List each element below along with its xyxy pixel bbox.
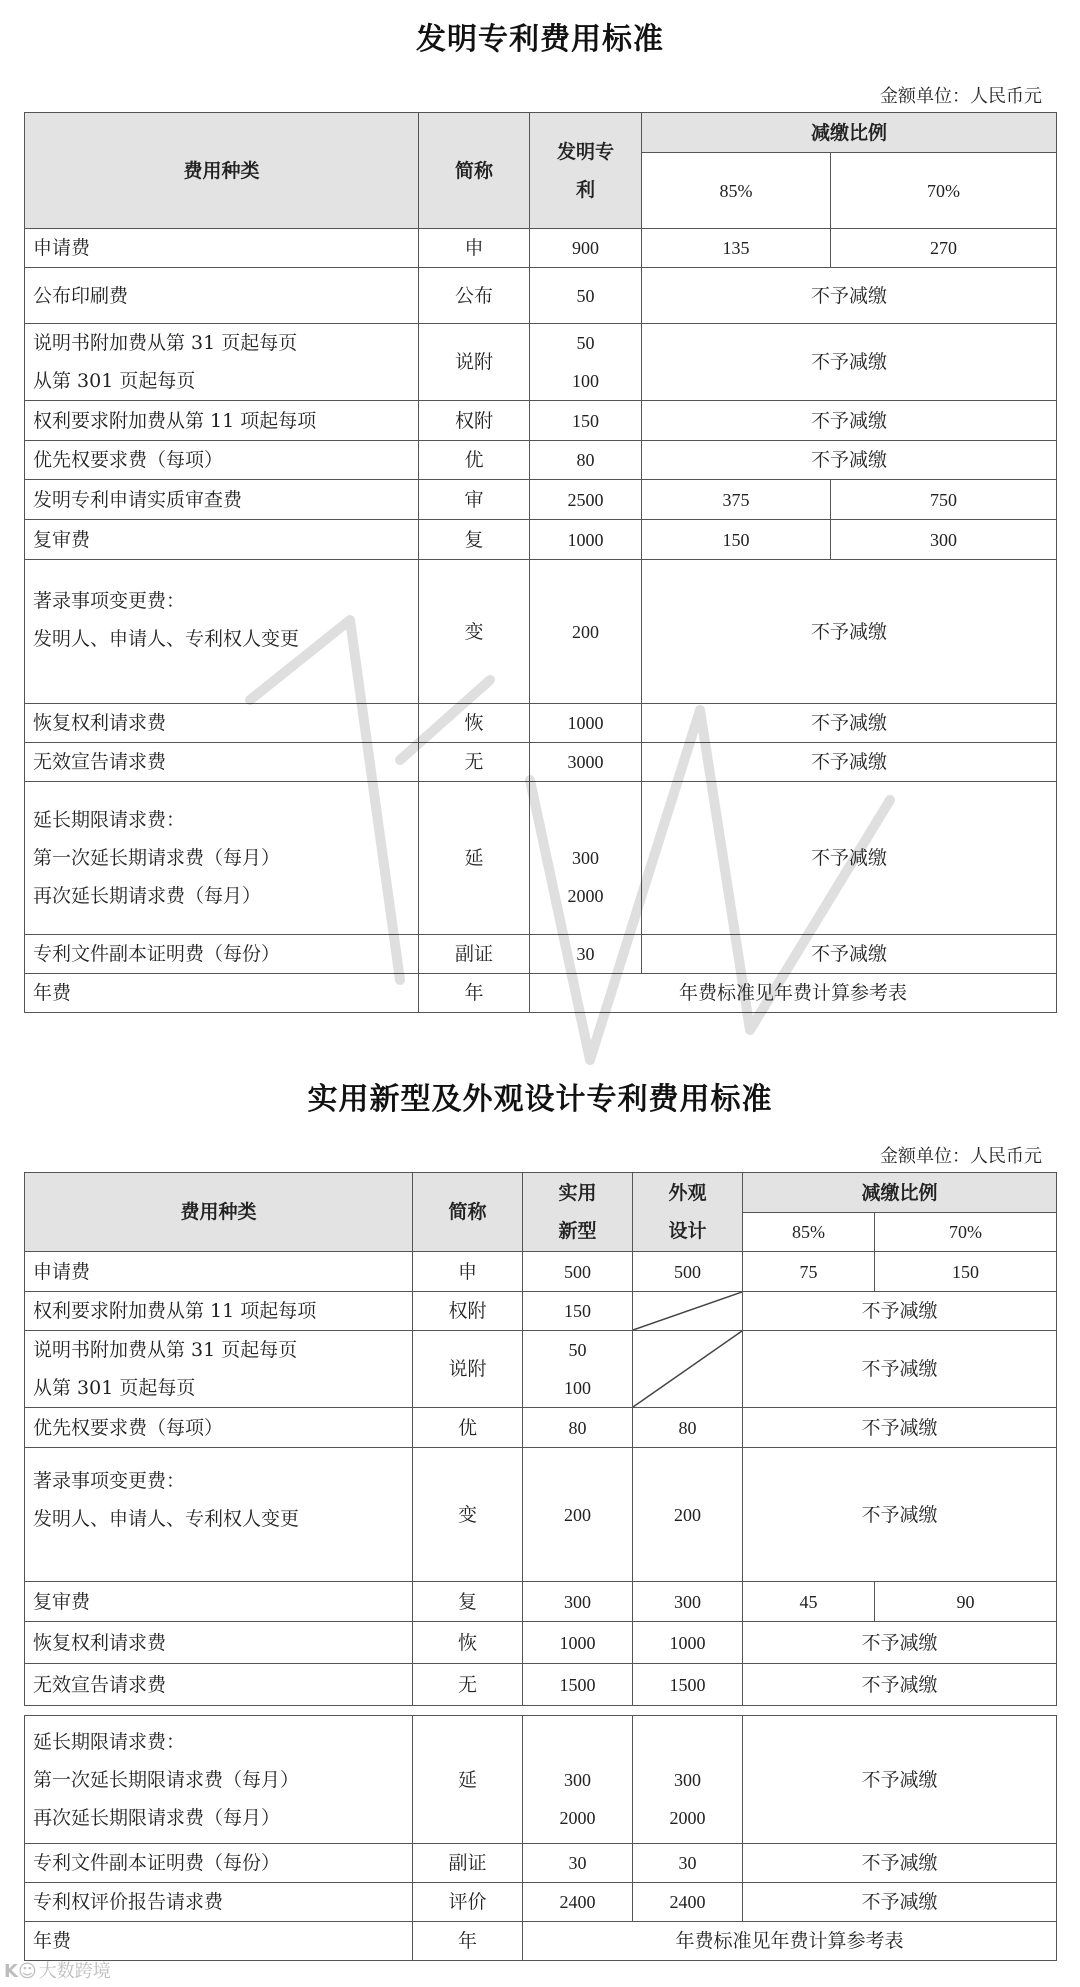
row-reduction-note: 不予减缴 — [743, 1883, 1057, 1922]
row-abbr: 年 — [413, 1922, 523, 1961]
row-utility-fee: 500 — [523, 1252, 633, 1292]
row-reduction-note: 年费标准见年费计算参考表 — [523, 1922, 1057, 1961]
row-reduction-note: 不予减缴 — [743, 1331, 1057, 1408]
row-design-fee: 80 — [633, 1408, 743, 1448]
row-r70: 270 — [831, 229, 1057, 268]
table-row — [25, 1844, 1057, 1883]
row-fee-name: 年费 — [25, 1922, 413, 1961]
table-header-row — [25, 113, 1057, 153]
row-fee-name: 复审费 — [25, 520, 419, 560]
table-row — [25, 229, 1057, 268]
row-fee-name: 恢复权利请求费 — [25, 1622, 413, 1664]
row-abbr: 说附 — [419, 324, 530, 401]
header-abbr: 简称 — [413, 1173, 523, 1252]
table-row — [25, 1622, 1057, 1664]
row-fee-name: 权利要求附加费从第 11 项起每项 — [25, 1292, 413, 1331]
header-reduction: 减缴比例 — [642, 113, 1057, 153]
row-reduction-note: 不予减缴 — [743, 1292, 1057, 1331]
row-abbr: 恢 — [419, 704, 530, 743]
row-reduction-note: 不予减缴 — [642, 401, 1057, 441]
brand-logo — [4, 1957, 111, 1983]
header-invention-fee: 发明专 利 — [530, 113, 642, 229]
row-abbr: 年 — [419, 974, 530, 1013]
row-fee-name: 发明专利申请实质审查费 — [25, 480, 419, 520]
row-fee: 2500 — [530, 480, 642, 520]
row-abbr: 变 — [413, 1448, 523, 1582]
row-utility-fee: 200 — [523, 1448, 633, 1582]
header-fee-type: 费用种类 — [25, 1173, 413, 1252]
row-fee: 80 — [530, 441, 642, 480]
row-abbr: 优 — [419, 441, 530, 480]
utility-unit-label: 金额单位：人民币元 — [880, 1146, 1042, 1167]
row-design-fee: 2400 — [633, 1883, 743, 1922]
row-utility-fee: 50 100 — [523, 1331, 633, 1408]
table-row — [25, 560, 1057, 704]
header-r70: 70% — [875, 1213, 1057, 1252]
row-abbr: 公布 — [419, 268, 530, 324]
table-row — [25, 974, 1057, 1013]
table-row — [25, 441, 1057, 480]
row-r85: 150 — [642, 520, 831, 560]
row-fee-name: 权利要求附加费从第 11 项起每项 — [25, 401, 419, 441]
row-utility-fee: 1500 — [523, 1664, 633, 1706]
row-fee-name: 恢复权利请求费 — [25, 704, 419, 743]
row-reduction-note: 不予减缴 — [743, 1844, 1057, 1883]
row-abbr: 权附 — [419, 401, 530, 441]
row-abbr: 申 — [419, 229, 530, 268]
header-fee-type: 费用种类 — [25, 113, 419, 229]
row-abbr: 权附 — [413, 1292, 523, 1331]
row-abbr: 无 — [413, 1664, 523, 1706]
row-reduction-note: 不予减缴 — [642, 441, 1057, 480]
row-design-fee: 200 — [633, 1448, 743, 1582]
logo-icon: K☺ — [4, 1961, 37, 1982]
row-abbr: 恢 — [413, 1622, 523, 1664]
row-reduction-note: 年费标准见年费计算参考表 — [530, 974, 1057, 1013]
row-fee-name: 专利文件副本证明费（每份） — [25, 1844, 413, 1883]
row-reduction-note: 不予减缴 — [642, 935, 1057, 974]
row-fee-name: 延长期限请求费： 第一次延长期请求费（每月） 再次延长期请求费（每月） — [25, 782, 419, 935]
row-r85: 135 — [642, 229, 831, 268]
table-row — [25, 1252, 1057, 1292]
row-fee-name: 说明书附加费从第 31 页起每页 从第 301 页起每页 — [25, 324, 419, 401]
row-fee-name: 专利权评价报告请求费 — [25, 1883, 413, 1922]
row-abbr: 复 — [413, 1582, 523, 1622]
header-r85: 85% — [642, 153, 831, 229]
row-r85: 75 — [743, 1252, 875, 1292]
row-fee-name: 优先权要求费（每项） — [25, 441, 419, 480]
row-abbr: 副证 — [413, 1844, 523, 1883]
table-gap — [25, 1706, 1057, 1716]
row-r70: 750 — [831, 480, 1057, 520]
row-design-fee: 500 — [633, 1252, 743, 1292]
row-fee-name: 无效宣告请求费 — [25, 1664, 413, 1706]
row-fee-name: 年费 — [25, 974, 419, 1013]
row-utility-fee: 300 2000 — [523, 1716, 633, 1844]
header-reduction: 减缴比例 — [743, 1173, 1057, 1213]
table-row — [25, 324, 1057, 401]
row-abbr: 延 — [413, 1716, 523, 1844]
row-fee-name: 无效宣告请求费 — [25, 743, 419, 782]
row-fee-name: 著录事项变更费： 发明人、申请人、专利权人变更 — [25, 560, 419, 704]
row-fee: 900 — [530, 229, 642, 268]
row-design-fee: 300 — [633, 1582, 743, 1622]
row-reduction-note: 不予减缴 — [642, 704, 1057, 743]
table-row — [25, 1664, 1057, 1706]
invention-fee-title: 发明专利费用标准 — [416, 22, 664, 57]
invention-fee-table — [24, 112, 1057, 1013]
row-fee: 3000 — [530, 743, 642, 782]
not-applicable-slash — [633, 1331, 743, 1408]
header-abbr: 简称 — [419, 113, 530, 229]
row-design-fee: 30 — [633, 1844, 743, 1883]
table-row — [25, 1408, 1057, 1448]
row-r85: 375 — [642, 480, 831, 520]
row-fee: 50 — [530, 268, 642, 324]
row-reduction-note: 不予减缴 — [743, 1622, 1057, 1664]
table-header-row — [25, 1173, 1057, 1213]
table-row — [25, 1331, 1057, 1408]
row-abbr: 优 — [413, 1408, 523, 1448]
row-abbr: 无 — [419, 743, 530, 782]
row-reduction-note: 不予减缴 — [743, 1716, 1057, 1844]
row-fee-name: 申请费 — [25, 1252, 413, 1292]
row-fee: 150 — [530, 401, 642, 441]
row-reduction-note: 不予减缴 — [642, 560, 1057, 704]
row-fee: 200 — [530, 560, 642, 704]
table-row — [25, 782, 1057, 935]
table-row — [25, 935, 1057, 974]
row-fee-name: 优先权要求费（每项） — [25, 1408, 413, 1448]
table-row — [25, 743, 1057, 782]
row-fee-name: 延长期限请求费： 第一次延长期限请求费（每月） 再次延长期限请求费（每月） — [25, 1716, 413, 1844]
row-reduction-note: 不予减缴 — [642, 743, 1057, 782]
header-design: 外观 设计 — [633, 1173, 743, 1252]
table-row — [25, 1922, 1057, 1961]
row-fee-name: 申请费 — [25, 229, 419, 268]
row-utility-fee: 1000 — [523, 1622, 633, 1664]
row-r70: 90 — [875, 1582, 1057, 1622]
row-utility-fee: 2400 — [523, 1883, 633, 1922]
header-r70: 70% — [831, 153, 1057, 229]
not-applicable-slash — [633, 1292, 743, 1331]
row-design-fee: 300 2000 — [633, 1716, 743, 1844]
row-fee-name: 复审费 — [25, 1582, 413, 1622]
row-reduction-note: 不予减缴 — [642, 268, 1057, 324]
invention-unit-label: 金额单位：人民币元 — [880, 86, 1042, 107]
row-fee: 30 — [530, 935, 642, 974]
logo-text: 大数跨境 — [38, 1961, 111, 1982]
row-r85: 45 — [743, 1582, 875, 1622]
row-reduction-note: 不予减缴 — [642, 782, 1057, 935]
row-abbr: 变 — [419, 560, 530, 704]
row-abbr: 审 — [419, 480, 530, 520]
row-abbr: 评价 — [413, 1883, 523, 1922]
row-design-fee: 1500 — [633, 1664, 743, 1706]
table-row — [25, 1716, 1057, 1844]
utility-fee-title: 实用新型及外观设计专利费用标准 — [307, 1082, 773, 1117]
row-utility-fee: 30 — [523, 1844, 633, 1883]
row-fee: 1000 — [530, 520, 642, 560]
row-utility-fee: 150 — [523, 1292, 633, 1331]
table-row — [25, 480, 1057, 520]
row-fee: 1000 — [530, 704, 642, 743]
header-r85: 85% — [743, 1213, 875, 1252]
table-row — [25, 704, 1057, 743]
row-abbr: 说附 — [413, 1331, 523, 1408]
row-utility-fee: 80 — [523, 1408, 633, 1448]
row-abbr: 延 — [419, 782, 530, 935]
row-reduction-note: 不予减缴 — [743, 1664, 1057, 1706]
row-fee-name: 专利文件副本证明费（每份） — [25, 935, 419, 974]
row-abbr: 复 — [419, 520, 530, 560]
row-reduction-note: 不予减缴 — [642, 324, 1057, 401]
row-abbr: 申 — [413, 1252, 523, 1292]
table-row — [25, 401, 1057, 441]
row-abbr: 副证 — [419, 935, 530, 974]
row-fee: 300 2000 — [530, 782, 642, 935]
row-r70: 300 — [831, 520, 1057, 560]
row-r70: 150 — [875, 1252, 1057, 1292]
row-utility-fee: 300 — [523, 1582, 633, 1622]
row-reduction-note: 不予减缴 — [743, 1448, 1057, 1582]
table-row — [25, 1582, 1057, 1622]
row-fee-name: 公布印刷费 — [25, 268, 419, 324]
table-row — [25, 1292, 1057, 1331]
table-row — [25, 1448, 1057, 1582]
row-reduction-note: 不予减缴 — [743, 1408, 1057, 1448]
row-fee-name: 说明书附加费从第 31 页起每页 从第 301 页起每页 — [25, 1331, 413, 1408]
row-fee: 50 100 — [530, 324, 642, 401]
table-row — [25, 1883, 1057, 1922]
table-row — [25, 268, 1057, 324]
row-fee-name: 著录事项变更费： 发明人、申请人、专利权人变更 — [25, 1448, 413, 1582]
table-row — [25, 520, 1057, 560]
utility-fee-table — [24, 1172, 1057, 1961]
header-utility-model: 实用 新型 — [523, 1173, 633, 1252]
row-design-fee: 1000 — [633, 1622, 743, 1664]
